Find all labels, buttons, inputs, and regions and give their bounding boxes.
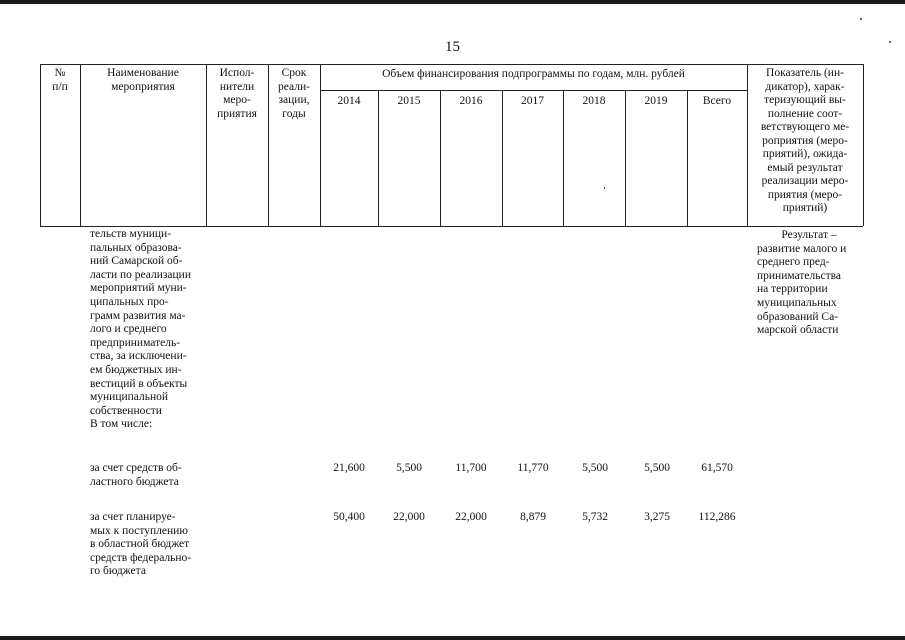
value-cell: 5,500 [644, 462, 670, 474]
header-year-2018: 2018 [582, 95, 606, 107]
value-cell: 3,275 [644, 511, 670, 523]
header-col-term: Срок реали- зации, годы [278, 67, 310, 120]
total-cell: 112,286 [698, 511, 736, 523]
bottom-border-line [0, 636, 905, 640]
including-label: В том числе: [90, 418, 153, 431]
value-cell: 8,879 [520, 511, 546, 523]
scan-speck [889, 41, 891, 43]
header-year-2017: 2017 [521, 95, 544, 107]
row-label: за счет планируе- [90, 511, 176, 523]
header-year-2015: 2015 [397, 95, 421, 107]
header-year-2016: 2016 [459, 95, 483, 107]
table-row: за счет планируе- мых к поступлению в областной бюджет средств федерально- го бюджета [90, 511, 204, 579]
value-cell: 11,700 [455, 462, 487, 474]
indicator-result-text: Результат – развитие малого и среднего пред- принимательства на территории муниципальных образований Са- марской области [757, 229, 847, 337]
header-year-2014: 2014 [337, 95, 361, 107]
total-cell: 61,570 [701, 462, 733, 474]
value-cell: 21,600 [333, 462, 365, 474]
value-cell: 5,500 [396, 462, 422, 474]
value-cell: 11,770 [517, 462, 549, 474]
scan-speck [604, 187, 605, 189]
header-year-2019: 2019 [644, 95, 668, 107]
value-cell: 50,400 [333, 511, 365, 523]
top-border-line [0, 0, 905, 4]
row-label: за счет средств об- [90, 462, 182, 474]
measure-name-text: тельств муници- пальных образова- ний Самарской об- ласти по реализации мероприятий муни- ципальных про- грамм развития ма- лого и среднего предприниматель- ства, за исключени- ем бюджетных ин- вестиций в объекты муниципальной собственности В том числе: [90, 228, 204, 432]
value-cell: 5,500 [582, 462, 608, 474]
header-col-number: № п/п [52, 67, 68, 93]
header-col-name: Наименование мероприятия [107, 67, 179, 93]
table-row: за счет средств об- ластного бюджета [90, 462, 204, 489]
value-cell: 22,000 [455, 511, 487, 523]
page-number: 15 [445, 39, 460, 55]
scan-speck [860, 18, 862, 20]
value-cell: 5,732 [582, 511, 608, 523]
header-total: Всего [702, 95, 732, 107]
header-col-indicator: Показатель (ин- дикатор), харак- теризующий вы- полнение соот- ветствующего ме- роприятия (меро- приятий), ожида- емый результат реализации меро- приятия (меро- приятий) [760, 67, 850, 214]
header-col-executors: Испол- нители меро- приятия [217, 67, 257, 120]
header-funding-title: Объем финансирования подпрограммы по годам, млн. рублей [382, 68, 685, 80]
value-cell: 22,000 [393, 511, 425, 523]
